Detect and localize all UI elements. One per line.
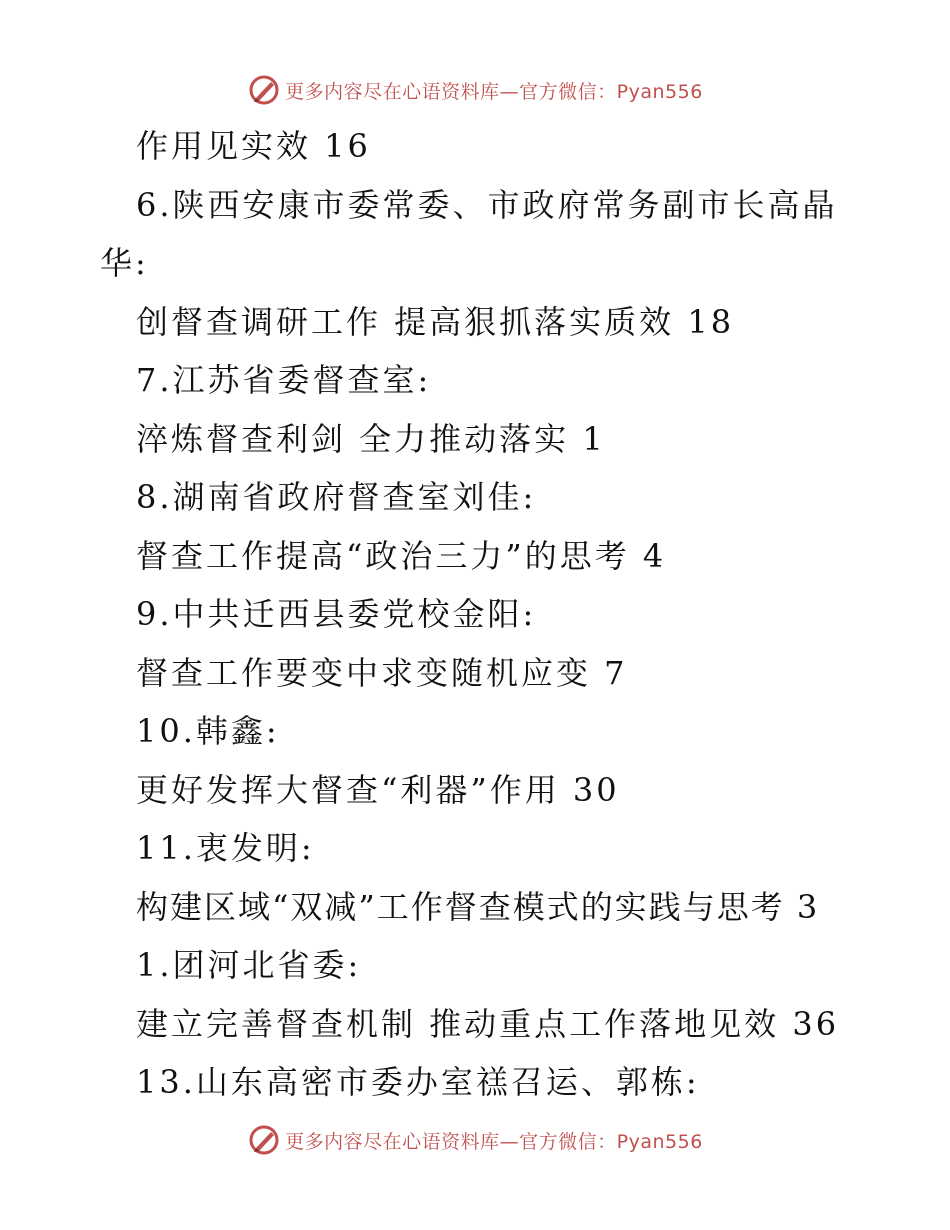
toc-line-13: 11.衷发明: [136,829,315,867]
toc-line-10: 督查工作要变中求变随机应变 7 [136,654,628,692]
toc-line-4: 创督查调研工作 提高狠抓落实质效 18 [136,303,735,341]
toc-line-15: 1.团河北省委: [136,946,362,984]
toc-line-7: 8.湖南省政府督查室刘佳: [136,478,537,516]
toc-line-5: 7.江苏省委督查室: [136,361,432,399]
toc-line-16: 建立完善督查机制 推动重点工作落地见效 36 [136,1005,840,1043]
toc-line-17: 13.山东高密市委办室禚召运、郭栋: [136,1063,700,1101]
header-watermark [0,70,950,110]
toc-line-11: 10.韩鑫: [136,712,280,750]
footer-watermark [0,1120,950,1160]
toc-line-9: 9.中共迁西县委党校金阳: [136,595,537,633]
quill-logo-icon [247,73,281,107]
toc-line-14: 构建区域“双减”工作督查模式的实践与思考 3 [136,888,820,926]
toc-line-8: 督查工作提高“政治三力”的思考 4 [136,537,667,575]
toc-line-1: 作用见实效 16 [136,127,371,165]
toc-line-3: 华: [100,244,149,282]
toc-line-12: 更好发挥大督查“利器”作用 30 [136,771,620,809]
toc-line-2: 6.陕西安康市委常委、市政府常务副市长高晶 [136,186,838,224]
header-watermark-text: 更多内容尽在心语资料库—官方微信：Pyan556 [285,80,703,103]
footer-watermark-text: 更多内容尽在心语资料库—官方微信：Pyan556 [285,1130,703,1153]
quill-logo-icon [247,1123,281,1157]
toc-line-6: 淬炼督查利剑 全力推动落实 1 [136,420,606,458]
